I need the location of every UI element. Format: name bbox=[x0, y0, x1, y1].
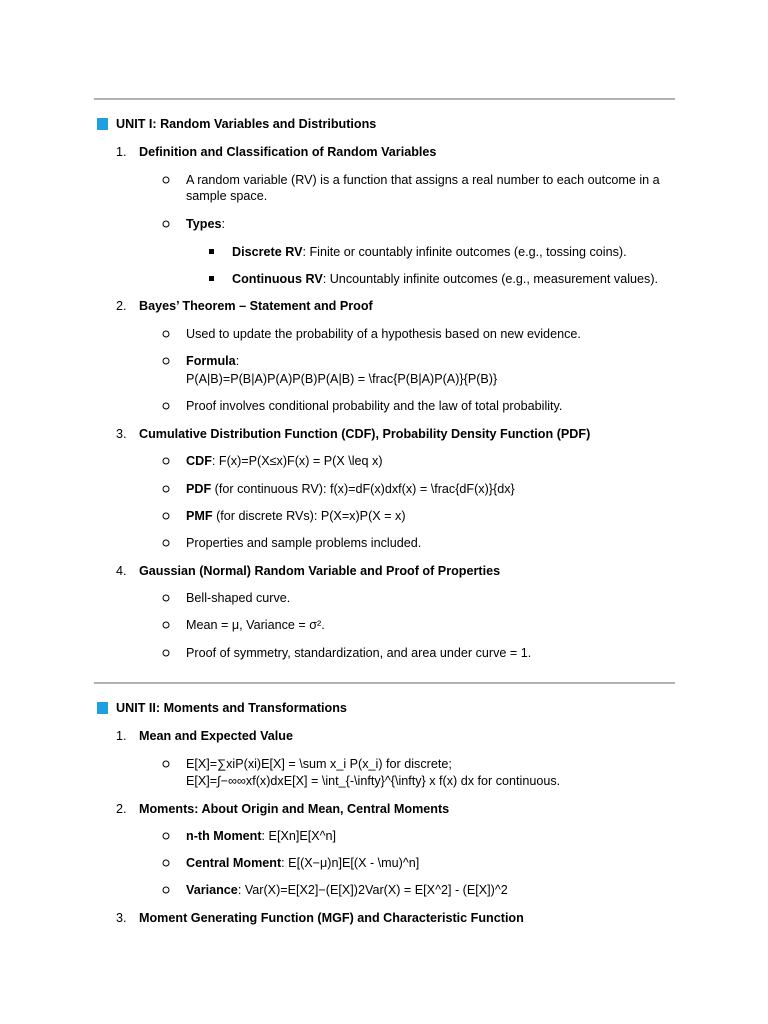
continuous-label: Continuous RV bbox=[232, 272, 323, 286]
list-number: 2. bbox=[116, 802, 127, 816]
list-item-text: E[X]=∑xiP(xi)E[X] = \sum x_i P(x_i) for discrete; bbox=[186, 757, 452, 771]
formula-colon: : bbox=[235, 354, 240, 368]
circle-bullet-icon bbox=[162, 176, 170, 184]
pmf-label: PMF bbox=[186, 509, 213, 523]
list-item-text bbox=[186, 216, 676, 232]
circle-bullet-icon bbox=[162, 886, 170, 894]
unit-heading bbox=[97, 700, 347, 716]
list-item-text bbox=[232, 271, 658, 287]
square-bullet-icon bbox=[97, 702, 108, 714]
list-item-text: A random variable (RV) is a function that assigns a real number to each outcome in a sample space. bbox=[186, 173, 660, 203]
list-item-title: Cumulative Distribution Function (CDF), Probability Density Function (PDF) bbox=[139, 427, 591, 441]
list-number: 1. bbox=[116, 729, 127, 743]
types-label: Types bbox=[186, 217, 222, 231]
pmf-text: (for discrete RVs): P(X=x)P(X = x) bbox=[212, 509, 406, 523]
circle-bullet-icon bbox=[162, 594, 170, 602]
central-moment-text: : E[(X−μ)n]E[(X - \mu)^n] bbox=[281, 856, 420, 870]
section-divider bbox=[94, 98, 675, 100]
circle-bullet-icon bbox=[162, 649, 170, 657]
formula-label: Formula bbox=[186, 354, 236, 368]
list-item-text: Mean = μ, Variance = σ². bbox=[186, 618, 325, 632]
list-item-text bbox=[186, 855, 676, 871]
cdf-label: CDF bbox=[186, 454, 212, 468]
variance-text: : Var(X)=E[X2]−(E[X])2Var(X) = E[X^2] - (E[X])^2 bbox=[237, 883, 508, 897]
list-item-title: Moments: About Origin and Mean, Central Moments bbox=[139, 802, 450, 816]
variance-label: Variance bbox=[186, 883, 238, 897]
nth-moment-label: n-th Moment bbox=[186, 829, 262, 843]
circle-bullet-icon bbox=[162, 859, 170, 867]
list-item-text: Used to update the probability of a hypothesis based on new evidence. bbox=[186, 327, 581, 341]
discrete-text: : Finite or countably infinite outcomes (e.g., tossing coins). bbox=[302, 245, 627, 259]
unit-heading bbox=[97, 116, 376, 132]
circle-bullet-icon bbox=[162, 220, 170, 228]
list-number: 3. bbox=[116, 911, 127, 925]
circle-bullet-icon bbox=[162, 330, 170, 338]
list-item-title: Gaussian (Normal) Random Variable and Proof of Properties bbox=[139, 564, 501, 578]
discrete-label: Discrete RV bbox=[232, 245, 303, 259]
list-number: 3. bbox=[116, 427, 127, 441]
section-divider bbox=[94, 682, 675, 684]
list-item-text bbox=[232, 244, 627, 260]
list-number: 1. bbox=[116, 145, 127, 159]
circle-bullet-icon bbox=[162, 402, 170, 410]
list-item-text bbox=[186, 453, 676, 469]
list-item-text: Bell-shaped curve. bbox=[186, 591, 291, 605]
list-item-title: Bayes’ Theorem – Statement and Proof bbox=[139, 299, 373, 313]
circle-bullet-icon bbox=[162, 621, 170, 629]
circle-bullet-icon bbox=[162, 539, 170, 547]
formula-text: P(A|B)=P(B|A)P(A)P(B)P(A|B) = \frac{P(B|A)P(A)}{P(B)} bbox=[186, 372, 498, 386]
cdf-text: : F(x)=P(X≤x)F(x) = P(X \leq x) bbox=[211, 454, 383, 468]
circle-bullet-icon bbox=[162, 485, 170, 493]
unit-title: UNIT II: Moments and Transformations bbox=[116, 701, 347, 715]
list-item-title: Definition and Classification of Random Variables bbox=[139, 145, 437, 159]
list-item-text bbox=[186, 882, 676, 898]
types-colon: : bbox=[221, 217, 225, 231]
list-item-title: Moment Generating Function (MGF) and Characteristic Function bbox=[139, 911, 524, 925]
pdf-label: PDF bbox=[186, 482, 212, 496]
circle-bullet-icon bbox=[162, 457, 170, 465]
list-item-text: Proof of symmetry, standardization, and area under curve = 1. bbox=[186, 646, 532, 660]
central-moment-label: Central Moment bbox=[186, 856, 282, 870]
circle-bullet-icon bbox=[162, 760, 170, 768]
list-item-text: Properties and sample problems included. bbox=[186, 536, 422, 550]
circle-bullet-icon bbox=[162, 512, 170, 520]
list-item-text: Proof involves conditional probability and the law of total probability. bbox=[186, 399, 563, 413]
pdf-text: (for continuous RV): f(x)=dF(x)dxf(x) = \frac{dF(x)}{dx} bbox=[211, 482, 515, 496]
list-item-text bbox=[186, 481, 676, 497]
continuous-text: : Uncountably infinite outcomes (e.g., measurement values). bbox=[322, 272, 659, 286]
square-bullet-icon bbox=[209, 276, 214, 281]
list-item-text: E[X]=∫−∞∞xf(x)dxE[X] = \int_{-\infty}^{\infty} x f(x) dx for continuous. bbox=[186, 774, 561, 788]
list-item-text bbox=[186, 508, 676, 524]
list-number: 4. bbox=[116, 564, 127, 578]
list-item-text bbox=[186, 353, 676, 369]
nth-moment-text: : E[Xn]E[X^n] bbox=[261, 829, 337, 843]
circle-bullet-icon bbox=[162, 357, 170, 365]
square-bullet-icon bbox=[97, 118, 108, 130]
list-item-text bbox=[186, 828, 676, 844]
list-item-title: Mean and Expected Value bbox=[139, 729, 293, 743]
square-bullet-icon bbox=[209, 249, 214, 254]
unit-title: UNIT I: Random Variables and Distributions bbox=[116, 117, 377, 131]
list-number: 2. bbox=[116, 299, 127, 313]
circle-bullet-icon bbox=[162, 832, 170, 840]
